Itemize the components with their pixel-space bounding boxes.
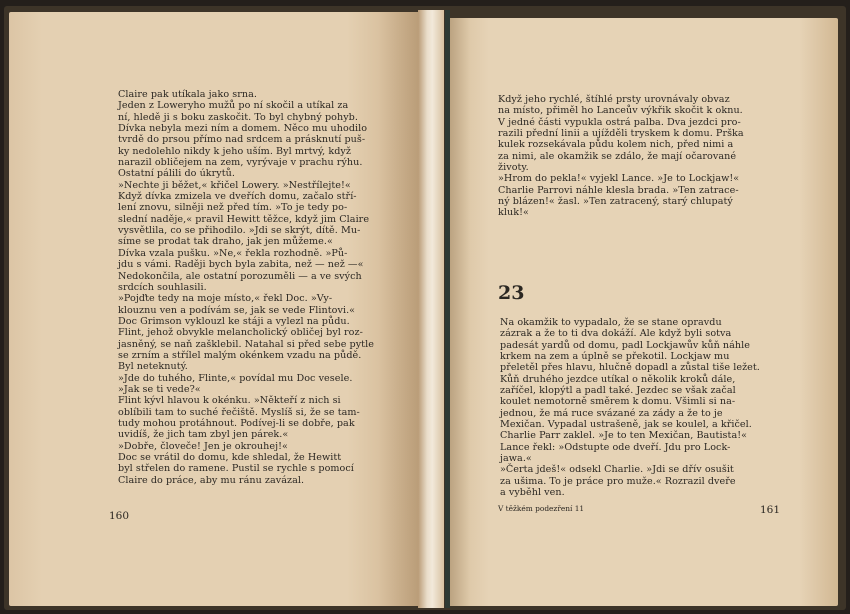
- text-line: kluk!«: [498, 207, 529, 219]
- text-line: Doc se vrátil do domu, kde shledal, že Hewitt: [118, 452, 342, 463]
- left-page: [9, 12, 421, 606]
- text-line: Flint, jehož obvykle melancholický obličej byl roz-: [118, 327, 363, 339]
- book-gutter: [418, 10, 444, 608]
- text-line: »Čerta jdeš!« odsekl Charlie. »Jdi se dřív osušit: [500, 464, 734, 476]
- text-line: »Jak se ti vede?«: [118, 383, 201, 395]
- left-page-text: [118, 89, 408, 486]
- text-line: tvrdě do prsou přímo nad srdcem a prásknutí puš-: [118, 134, 366, 146]
- text-line: Claire pak utíkala jako srna.: [118, 89, 257, 100]
- text-line: kulek rozsekávala půdu kolem nich, před nimi a: [498, 139, 734, 151]
- text-line: Když jeho rychlé, štíhlé prsty urovnávaly obvaz: [498, 94, 730, 105]
- text-line: »Nechte ji běžet,« křičel Lowery. »Nestřílejte!«: [118, 179, 351, 191]
- text-line: Doc Grimson vyklouzl ke stáji a vylezl na půdu.: [118, 315, 350, 327]
- text-line: životy.: [498, 162, 529, 174]
- text-line: za nimi, ale okamžik se zdálo, že mají očarované: [498, 150, 737, 162]
- text-line: na místo, přiměl ho Lanceův výkřik skočit k oknu.: [498, 105, 743, 117]
- text-line: Nedokončila, ale ostatní porozuměli — a ve svých: [118, 270, 362, 282]
- text-line: klouznu ven a podívám se, jak se vede Flintovi.«: [118, 304, 356, 316]
- text-line: Dívka vzala pušku. »Ne,« řekla rozhodně. »Pů-: [118, 247, 348, 259]
- text-line: Charlie Parr zaklel. »Je to ten Mexičan, Bautista!«: [500, 430, 748, 442]
- text-line: síme se prodat tak draho, jak jen můžeme.«: [118, 236, 333, 248]
- left-page-shadow: [378, 12, 421, 606]
- right-page-top-text: [498, 94, 783, 219]
- text-line: uvidíš, že jich tam zbyl jen párek.«: [118, 429, 289, 441]
- right-page-shadow: [450, 18, 470, 606]
- text-line: byl střelen do ramene. Pustil se rychle s pomocí: [118, 463, 354, 475]
- text-line: »Pojďte tedy na moje místo,« řekl Doc. »Vy-: [118, 293, 333, 305]
- text-line: Lance řekl: »Odstupte ode dveří. Jdu pro Lock-: [500, 441, 731, 453]
- text-line: jdu s vámi. Raději bych byla zabita, než — než —«: [118, 259, 364, 271]
- text-line: a vyběhl ven.: [500, 487, 565, 499]
- text-line: srdcích souhlasili.: [118, 281, 207, 293]
- text-line: krkem na zem a úplně se překotil. Lockjaw mu: [500, 351, 730, 363]
- right-page-bottom-text: [500, 317, 785, 499]
- footer-signature: V těžkém podezření 11: [498, 504, 585, 513]
- text-line: razili přední linii a ujížděli tryskem k domu. Prška: [498, 128, 744, 140]
- text-line: »Dobře, človeče! Jen je okrouhej!«: [118, 440, 288, 452]
- text-line: Claire do práce, aby mu ránu zavázal.: [118, 474, 305, 486]
- text-line: Charlie Parrovi náhle klesla brada. »Ten zatrace-: [498, 184, 739, 196]
- text-line: tudy mohou protáhnout. Podívej-li se dobře, pak: [118, 417, 355, 429]
- text-line: jawa.«: [500, 453, 532, 465]
- text-line: padesát yardů od domu, padl Lockjawův kůň náhle: [500, 339, 750, 351]
- text-line: Když dívka zmizela ve dveřích domu, začalo stří-: [118, 191, 357, 203]
- text-line: »Jde do tuhého, Flinte,« povídal mu Doc vesele.: [118, 372, 353, 384]
- text-line: vysvětlila, co se přihodilo. »Jdi se skrýt, dítě. Mu-: [118, 225, 361, 237]
- left-page-number: 160: [109, 510, 130, 522]
- text-line: Jeden z Loweryho mužů po ní skočil a utíkal za: [118, 100, 349, 112]
- text-line: Ostatní pálili do úkrytů.: [118, 168, 235, 180]
- text-line: se zrním a střílel malým okénkem vzadu na půdě.: [118, 349, 362, 361]
- text-line: Na okamžik to vypadalo, že se stane opravdu: [500, 317, 722, 328]
- text-line: koulet nemotorně směrem k domu. Všimli si na-: [500, 396, 736, 408]
- chapter-number: 23: [498, 282, 525, 304]
- text-line: slední naděje,« pravil Hewitt těžce, když jim Claire: [118, 213, 370, 225]
- text-line: za ušima. To je práce pro muže.« Rozrazil dveře: [500, 475, 736, 487]
- text-line: lení znovu, silněji než před tím. »To je tedy po-: [118, 202, 348, 214]
- text-line: narazil obličejem na zem, vyrývaje v prachu rýhu.: [118, 157, 363, 169]
- text-line: Dívka nebyla mezi ním a domem. Něco mu uhodilo: [118, 123, 368, 135]
- right-page: [450, 18, 838, 606]
- text-line: jasněný, se naň zašklebil. Natahal si před sebe pytle: [118, 338, 374, 350]
- text-line: Mexičan. Vypadal ustrašeně, jak se koulel, a křičel.: [500, 419, 752, 431]
- text-line: oblíbili tam to suché řečiště. Myslíš si, že se tam-: [118, 406, 360, 418]
- text-line: V jedné části vypukla ostrá palba. Dva jezdci pro-: [498, 116, 741, 128]
- text-line: Flint kývl hlavou k okénku. »Někteří z nich si: [118, 395, 341, 407]
- text-line: přeletěl přes hlavu, hlučně dopadl a zůstal tiše ležet.: [500, 362, 760, 374]
- text-line: Kůň druhého jezdce utíkal o několik kroků dále,: [500, 373, 736, 385]
- text-line: Byl neteknutý.: [118, 361, 188, 373]
- text-line: zaříčel, klopýtl a padl také. Jezdec se však začal: [500, 385, 736, 397]
- text-line: »Hrom do pekla!« vyjekl Lance. »Je to Lockjaw!«: [498, 173, 740, 185]
- text-line: ky nedolehlo nikdy k jeho uším. Byl mrtvý, když: [118, 145, 352, 157]
- right-page-number: 161: [760, 504, 781, 516]
- text-line: ní, hledě ji s boku zaskočit. To byl chybný pohyb.: [118, 111, 358, 123]
- text-line: ný blázen!« žasl. »Ten zatracený, starý chlupatý: [498, 196, 733, 208]
- text-line: jednou, že má ruce svázané za zády a že to je: [500, 407, 723, 419]
- text-line: zázrak a že to ti dva dokáží. Ale když byli sotva: [500, 328, 732, 340]
